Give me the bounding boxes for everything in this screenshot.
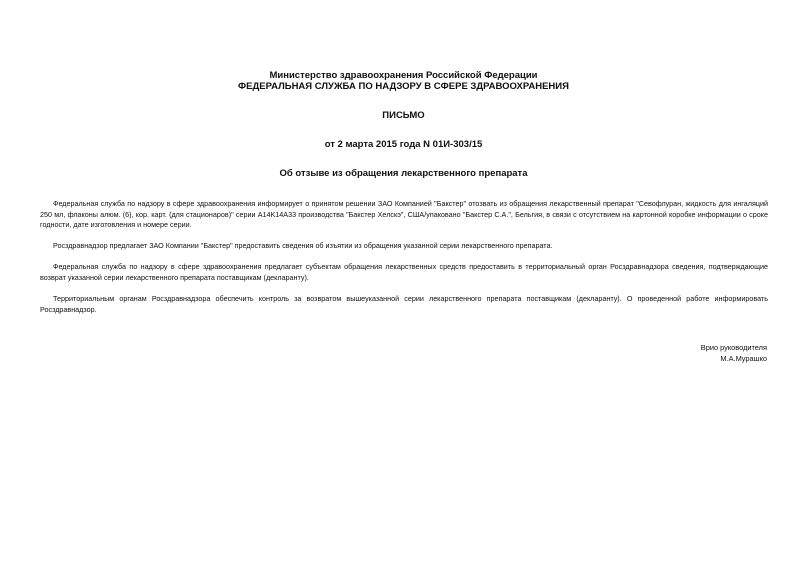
signatory-name: М.А.Мурашко — [720, 353, 767, 363]
signature-block — [701, 343, 767, 364]
paragraph-text: Территориальным органам Росздравнадзора обеспечить контроль за возвратом вышеуказанной серии лекарственного препарата поставщикам (декларанту). О проведенной работе информировать Росздравнадзор. — [40, 294, 768, 314]
service-name: ФЕДЕРАЛЬНАЯ СЛУЖБА ПО НАДЗОРУ В СФЕРЕ ЗДРАВООХРАНЕНИЯ — [238, 81, 569, 92]
paragraph-4 — [40, 294, 768, 315]
paragraph-1 — [40, 199, 768, 231]
document-title: Об отзыве из обращения лекарственного препарата — [279, 168, 528, 179]
signatory-position: Врио руководителя — [700, 343, 767, 352]
document-header — [40, 70, 767, 92]
ministry-name: Министерство здравоохранения Российской Федерации — [269, 70, 538, 81]
paragraph-text: Федеральная служба по надзору в сфере здравоохранения информирует о принятом решении ЗАО Компанией "Бакстер" отозвать из обращения лекарственный препарат "Севофлуран, жидкость для ингаляций 250 мл, флаконы алюм. (6), кор. карт. (для стационаров)" серии A14K14A33 производства "Бакстер Хелскэ", США/упаковано "Бакстер С.А.", Бельгия, в связи с отсутствием на картонной коробке информации о сроке годности, дате изготовления и номере серии. — [40, 199, 768, 230]
document-date-number: от 2 марта 2015 года N 01И-303/15 — [324, 139, 483, 150]
paragraph-2 — [40, 241, 768, 252]
paragraph-3 — [40, 262, 768, 283]
paragraph-text: Федеральная служба по надзору в сфере здравоохранения предлагает субъектам обращения лекарственных средств предоставить в территориальный орган Росздравнадзора сведения, подтверждающие возврат указанной серии лекарственного препарата поставщикам (декларанту). — [40, 262, 768, 282]
document-type: ПИСЬМО — [382, 110, 425, 121]
paragraph-text: Росздравнадзор предлагает ЗАО Компании "Бакстер" предоставить сведения об изъятии из обращения указанной серии лекарственного препарата. — [53, 241, 553, 250]
